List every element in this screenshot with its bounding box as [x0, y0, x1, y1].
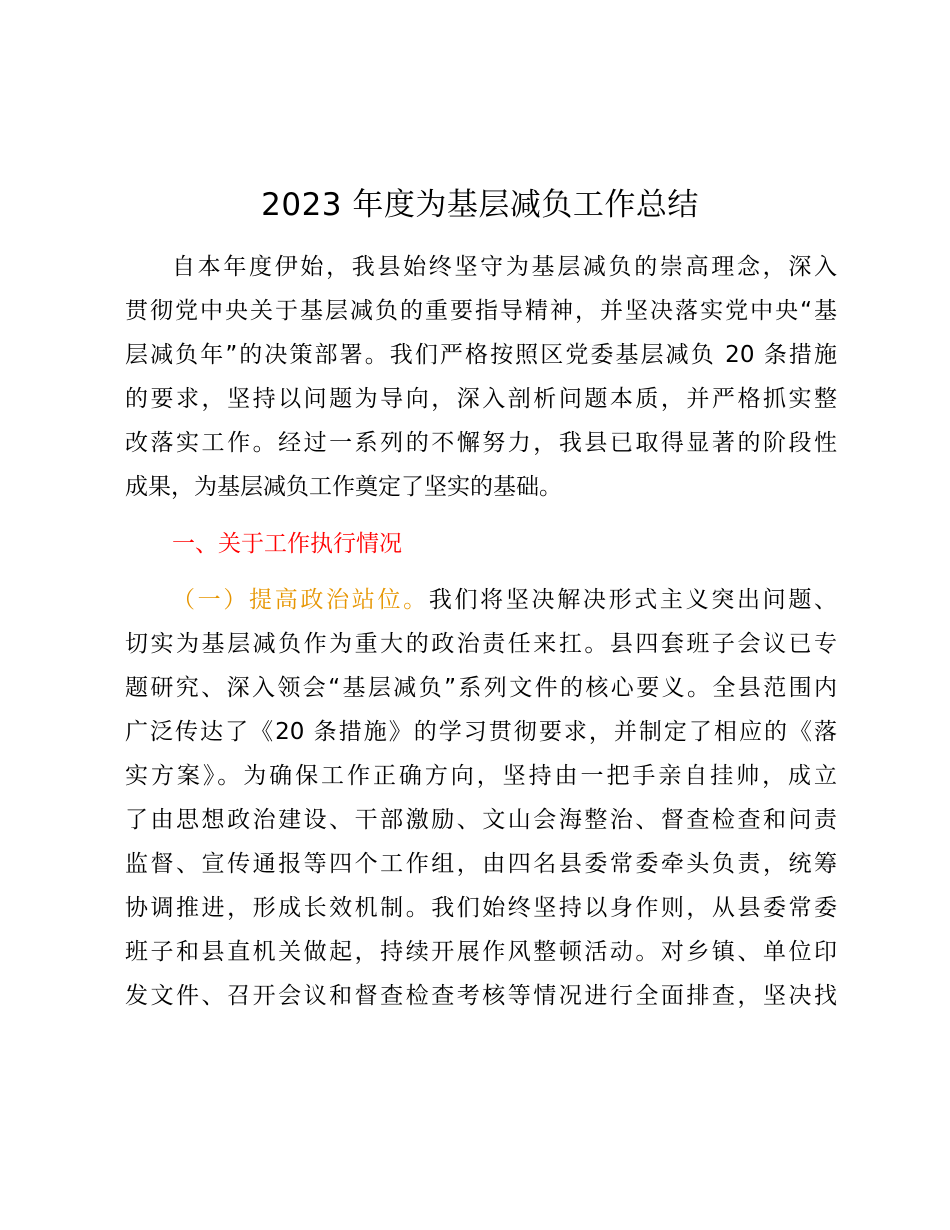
subsection-heading: （一）提高政治站位。 — [172, 587, 429, 613]
intro-line: 层减负年”的决策部署。我们严格按照区党委基层减负 20 条措施 — [125, 342, 837, 368]
body-line: 协调推进，形成长效机制。我们始终坚持以身作则，从县委常委 — [125, 895, 837, 921]
intro-line: 成果，为基层减负工作奠定了坚实的基础。 — [125, 474, 562, 500]
body-line: 发文件、召开会议和督查检查考核等情况进行全面排查，坚决找 — [125, 983, 837, 1009]
body-line: 切实为基层减负作为重大的政治责任来扛。县四套班子会议已专 — [125, 631, 837, 657]
body-line: 班子和县直机关做起，持续开展作风整顿活动。对乡镇、单位印 — [125, 939, 837, 965]
body-line: 广泛传达了《20 条措施》的学习贯彻要求，并制定了相应的《落 — [125, 719, 837, 745]
intro-line: 自本年度伊始，我县始终坚守为基层减负的崇高理念，深入 — [172, 254, 837, 280]
body-line: 了由思想政治建设、干部激励、文山会海整治、督查检查和问责 — [125, 807, 837, 833]
body-line: 题研究、深入领会“基层减负”系列文件的核心要义。全县范围内 — [125, 675, 837, 701]
section-heading: 一、关于工作执行情况 — [172, 531, 402, 557]
body-line: 实方案》。为确保工作正确方向，坚持由一把手亲自挂帅，成立 — [125, 763, 837, 789]
intro-line: 改落实工作。经过一系列的不懈努力，我县已取得显著的阶段性 — [125, 430, 837, 456]
intro-line: 贯彻党中央关于基层减负的重要指导精神，并坚决落实党中央“基 — [125, 298, 837, 324]
document-title: 2023 年度为基层减负工作总结 — [261, 187, 699, 223]
subsection-first-line — [172, 584, 837, 616]
subsection-text: 我们将坚决解决形式主义突出问题、 — [428, 587, 838, 613]
body-line: 监督、宣传通报等四个工作组，由四名县委常委牵头负责，统筹 — [125, 851, 837, 877]
intro-line: 的要求，坚持以问题为导向，深入剖析问题本质，并严格抓实整 — [125, 386, 837, 412]
